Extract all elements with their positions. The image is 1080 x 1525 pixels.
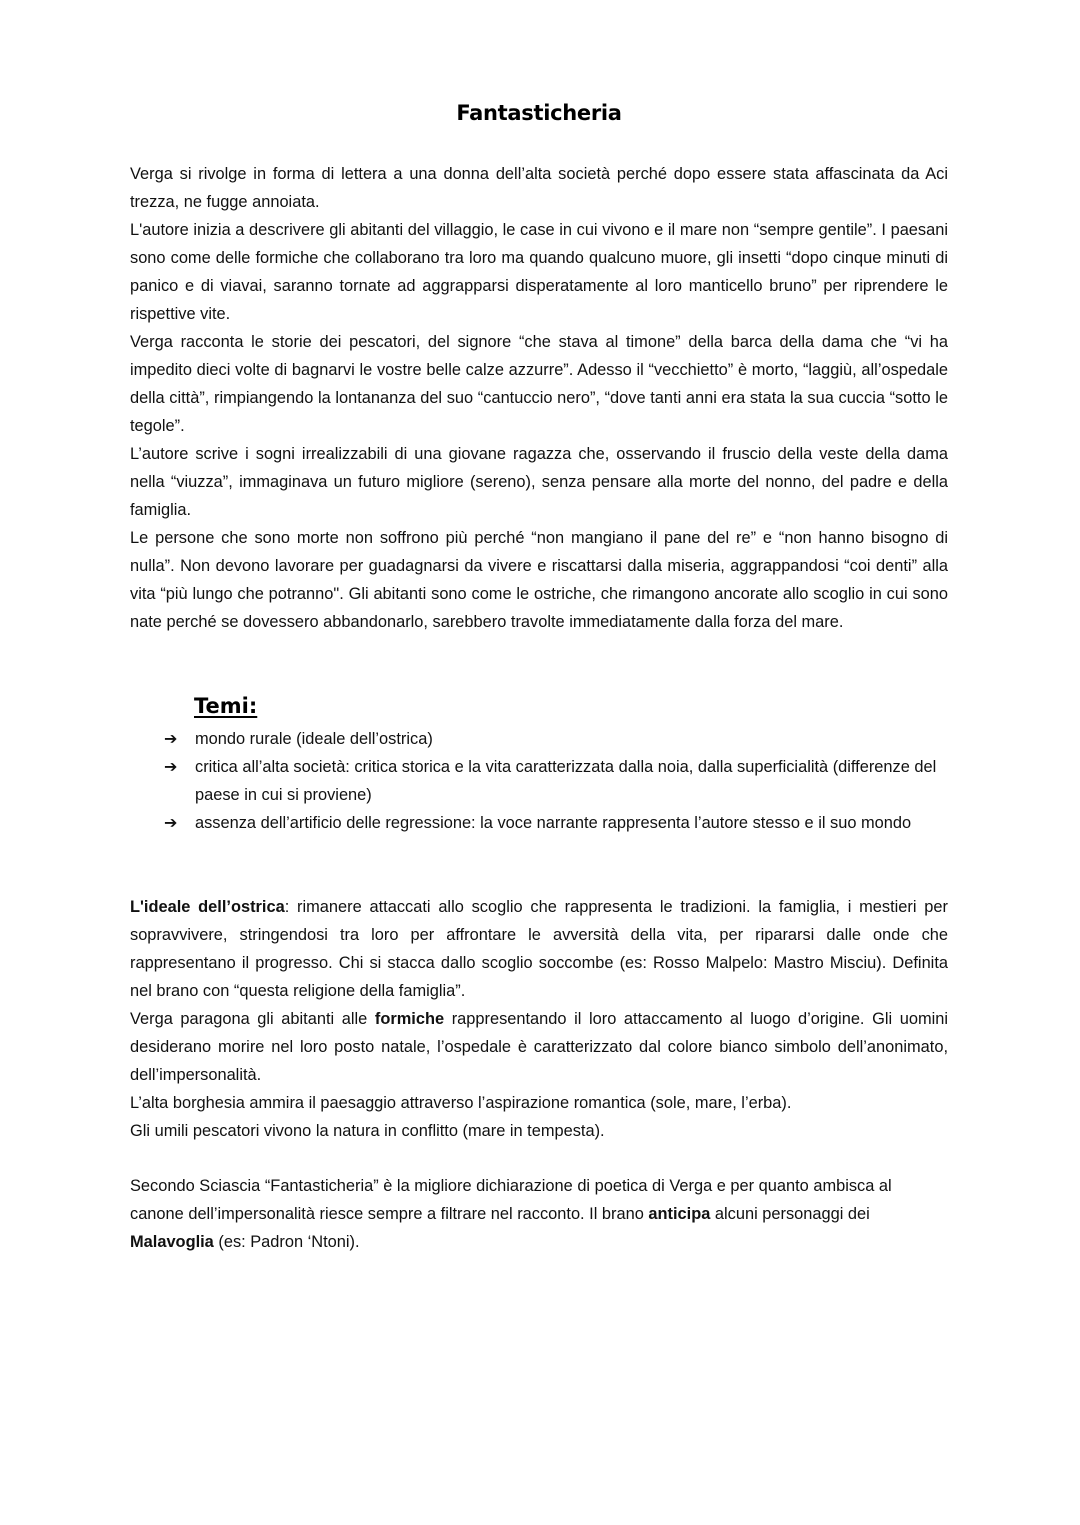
ostrica-term: L'ideale dell’ostrica [130, 898, 285, 916]
document-title: Fantasticheria [456, 101, 622, 125]
intro-paragraph-5: Le persone che sono morte non soffrono più perché “non mangiano il pane del re” e “non hanno bisogno di nulla”. Non devono lavorare per guadagnarsi da vivere e riscattarsi dalla miseria, aggrappandosi “coi denti” alla vita “più lungo che potranno". Gli abitanti sono come le ostriche, che rimangono ancorate allo scoglio in cui sono nate perché se dovessero abbandonarlo, sarebbero travolte immediatamente dalla forza del mare. [130, 529, 948, 631]
formiche-before: Verga paragona gli abitanti alle [130, 1010, 375, 1028]
temi-item-text: assenza dell’artificio delle regressione: la voce narrante rappresenta l’autore stesso e il suo mondo [195, 814, 912, 832]
intro-paragraph-4: L’autore scrive i sogni irrealizzabili di una giovane ragazza che, osservando il fruscio della veste della dama nella “viuzza”, immaginava un futuro migliore (sereno), senza pensare alla morte del nonno, del padre e della famiglia. [130, 445, 948, 519]
formiche-paragraph [130, 1005, 948, 1089]
analysis-section [130, 893, 948, 1145]
sciascia-middle: alcuni personaggi dei [710, 1205, 870, 1223]
temi-list [164, 725, 944, 837]
borghesia-paragraph: L’alta borghesia ammira il paesaggio attraverso l’aspirazione romantica (sole, mare, l’erba). [130, 1094, 792, 1112]
temi-item-text: critica all’alta società: critica storica e la vita caratterizzata dalla noia, dalla superficialità (differenze del paese in cui si proviene) [195, 758, 937, 804]
sciascia-bold-malavoglia: Malavoglia [130, 1233, 214, 1251]
arrow-right-icon: ➔ [164, 757, 178, 776]
formiche-after: rappresentando il loro attaccamento al luogo d’origine. Gli uomini desiderano morire nel loro posto natale, l’ospedale è caratterizzato dal colore bianco simbolo dell’anonimato, dell’impersonalità. [130, 1010, 948, 1084]
temi-item [164, 753, 944, 809]
temi-item [164, 725, 944, 753]
arrow-right-icon: ➔ [164, 729, 178, 748]
intro-paragraph-1: Verga si rivolge in forma di lettera a una donna dell’alta società perché dopo essere stata affascinata da Aci trezza, ne fugge annoiata. [130, 165, 948, 211]
intro-paragraph-3: Verga racconta le storie dei pescatori, del signore “che stava al timone” della barca della dama che “vi ha impedito dieci volte di bagnarvi le vostre belle calze azzurre”. Adesso il “vecchietto” è morto, “laggiù, all’ospedale della città”, rimpiangendo la lontananza del suo “cantuccio nero”, “dove tanti anni era stata la sua cuccia “sotto le tegole”. [130, 333, 948, 435]
ostrica-paragraph [130, 893, 948, 1005]
sciascia-bold-anticipa: anticipa [648, 1205, 711, 1223]
arrow-right-icon: ➔ [164, 813, 178, 832]
sciascia-after: (es: Padron ‘Ntoni). [213, 1233, 360, 1251]
intro-paragraph-2: L'autore inizia a descrivere gli abitanti del villaggio, le case in cui vivono e il mare non “sempre gentile”. I paesani sono come delle formiche che collaborano tra loro ma quando qualcuno muore, gli insetti “dopo cinque minuti di panico e di viavai, saranno tornate ad aggrapparsi disperatamente al loro manticello bruno” per riprendere le rispettive vite. [130, 221, 948, 323]
formiche-term: formiche [374, 1010, 445, 1028]
temi-item-text: mondo rurale (ideale dell’ostrica) [195, 730, 433, 748]
sciascia-paragraph [130, 1172, 910, 1256]
pescatori-paragraph: Gli umili pescatori vivono la natura in conflitto (mare in tempesta). [130, 1122, 605, 1140]
temi-heading: Temi: [194, 694, 258, 718]
sciascia-section [130, 1172, 910, 1256]
sciascia-before: Secondo Sciascia “Fantasticheria” è la migliore dichiarazione di poetica di Verga e per quanto ambisca al canone dell’impersonalità riesce sempre a filtrare nel racconto. Il brano [130, 1177, 892, 1223]
temi-item [164, 809, 944, 837]
ostrica-text: : rimanere attaccati allo scoglio che rappresenta le tradizioni. la famiglia, i mestieri per sopravvivere, stringendosi tra loro per affrontare le avversità della vita, per ripararsi dalle onde che rappresentano il progresso. Chi si stacca dallo scoglio soccombe (es: Rosso Malpelo: Mastro Misciu). Definita nel brano con “questa religione della famiglia”. [130, 898, 948, 1000]
intro-section [130, 160, 948, 636]
